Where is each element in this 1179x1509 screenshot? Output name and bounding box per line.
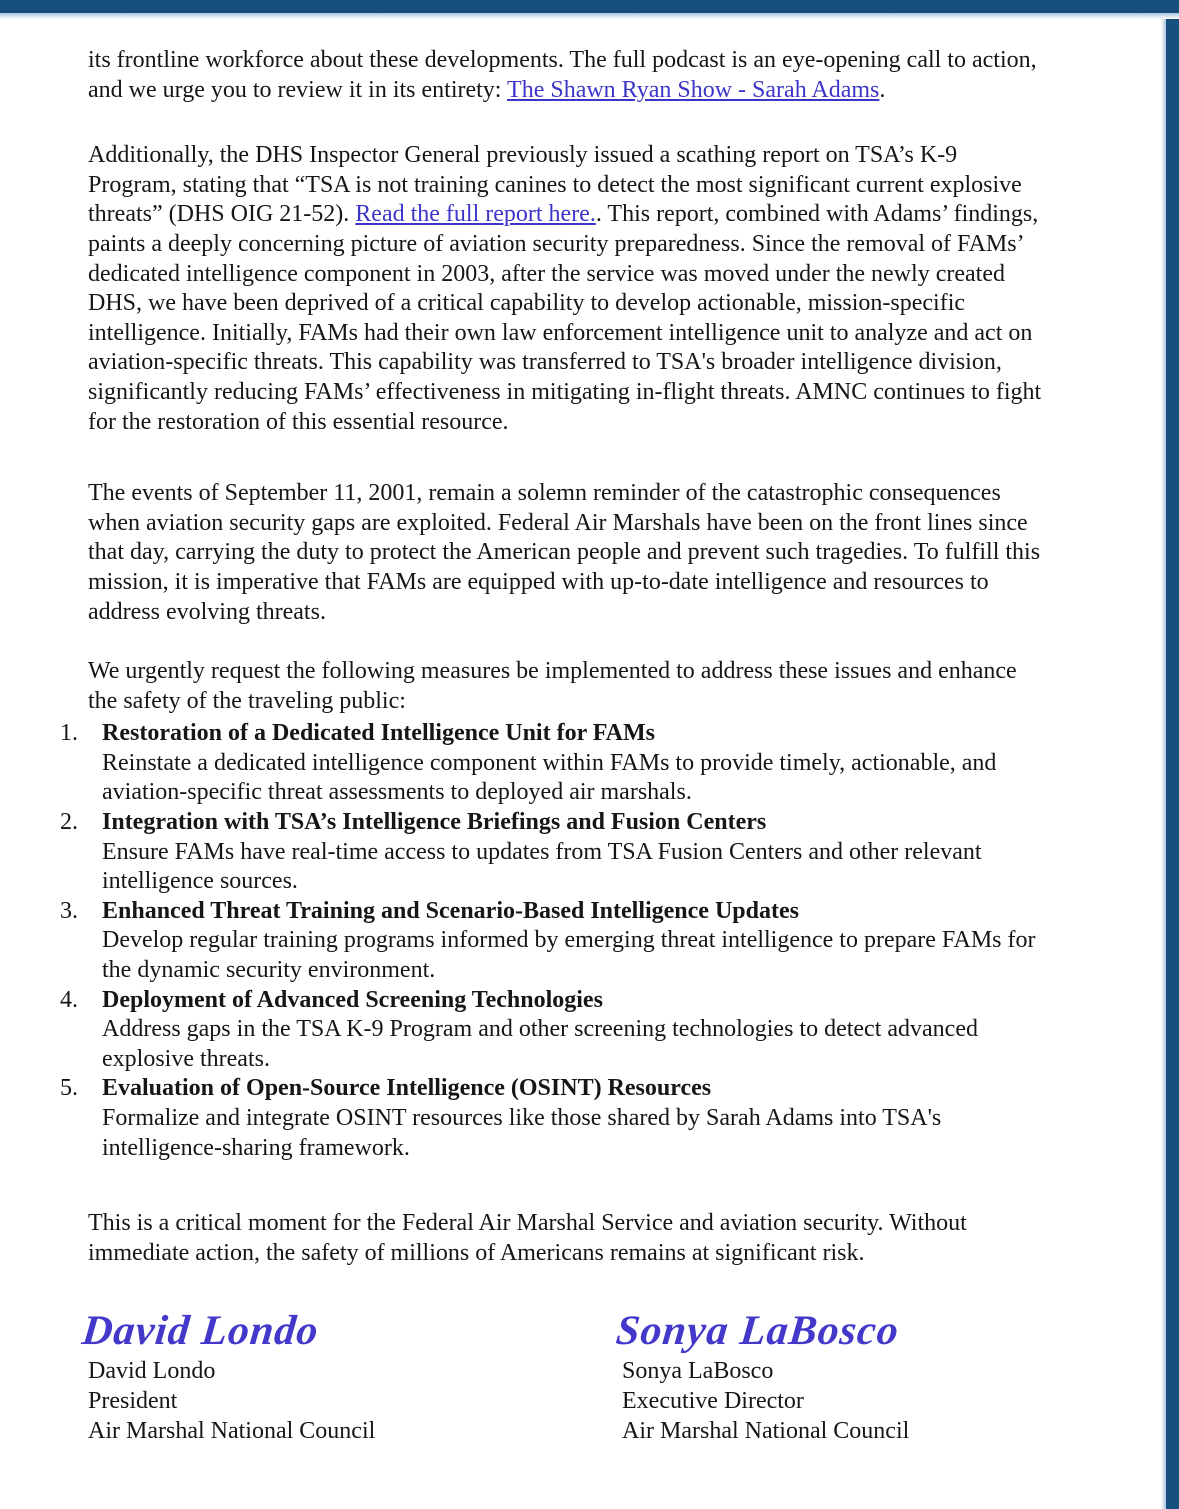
paragraph-podcast	[88, 46, 1050, 105]
list-item-body: Develop regular training programs informed by emerging threat intelligence to prepare FAMs for the dynamic security environment.	[102, 927, 1036, 984]
list-item-heading: Enhanced Threat Training and Scenario-Based Intelligence Updates	[102, 897, 799, 924]
list-item-heading: Evaluation of Open-Source Intelligence (OSINT) Resources	[102, 1075, 712, 1102]
signer-name: Sonya LaBosco	[622, 1358, 774, 1385]
signer-name: David Londo	[88, 1358, 216, 1385]
paragraph-podcast-text-after: .	[879, 76, 886, 103]
list-item-restoration	[60, 719, 1050, 808]
list-item-integration	[60, 808, 1050, 897]
list-item-number: 5.	[60, 1075, 78, 1102]
sonya-labosco-signature: Sonya LaBosco	[614, 1308, 902, 1355]
list-item-number: 2.	[60, 809, 78, 836]
page-right-border	[1166, 0, 1179, 1509]
page-top-border	[0, 0, 1179, 13]
paragraph-dhs-report-text: Additionally, the DHS Inspector General previously issued a scathing report on TSA’s K-9 Program, stating that “TSA is not training canines to detect the most significant current explosive threats” (DHS OIG 21-52).	[88, 142, 1022, 228]
signer-org: Air Marshal National Council	[88, 1418, 376, 1445]
signer-org: Air Marshal National Council	[622, 1418, 910, 1445]
list-item-heading: Restoration of a Dedicated Intelligence Unit for FAMs	[102, 720, 656, 747]
list-item-number: 3.	[60, 897, 78, 924]
signer-title: Executive Director	[622, 1388, 804, 1415]
list-item-body: Ensure FAMs have real-time access to updates from TSA Fusion Centers and other relevant intelligence sources.	[102, 838, 982, 895]
letter-body	[60, 46, 1050, 1446]
paragraph-dhs-report-text-after: . This report, combined with Adams’ findings, paints a deeply concerning picture of aviation security preparedness. Since the removal of FAMs’ dedicated intelligence component in 2003, after the service was moved under the newly created DHS, we have been deprived of a critical capability to develop actionable, mission-specific intelligence. Initially, FAMs had their own law enforcement intelligence unit to analyze and act on aviation-specific threats. This capability was transferred to TSA's broader intelligence division, significantly reducing FAMs’ effectiveness in mitigating in-flight threats. AMNC continues to fight for the restoration of this essential resource.	[88, 201, 1042, 435]
measures-list	[60, 719, 1050, 1163]
list-item-body: Formalize and integrate OSINT resources like those shared by Sarah Adams into TSA's intelligence-sharing framework.	[102, 1105, 942, 1161]
page-top-border-fade	[0, 13, 1179, 19]
list-item-training	[60, 897, 1050, 986]
list-item-heading: Integration with TSA’s Intelligence Briefings and Fusion Centers	[102, 809, 767, 836]
list-item-number: 4.	[60, 986, 78, 1013]
full-report-link[interactable]: Read the full report here.	[355, 201, 596, 228]
signature-block	[80, 1308, 1050, 1446]
paragraph-closing: This is a critical moment for the Federal Air Marshal Service and aviation security. Without immediate action, the safety of millions of Americans remains at significant risk.	[88, 1210, 967, 1266]
list-item-screening	[60, 986, 1050, 1075]
paragraph-dhs-report	[88, 141, 1050, 437]
paragraph-september-11: The events of September 11, 2001, remain a solemn reminder of the catastrophic consequences when aviation security gaps are exploited. Federal Air Marshals have been on the front lines since that day, carrying the duty to protect the American people and prevent such tragedies. To fulfill this mission, it is imperative that FAMs are equipped with up-to-date intelligence and resources to address evolving threats.	[88, 480, 1041, 625]
list-item-number: 1.	[60, 720, 78, 747]
signature-david-londo	[80, 1308, 622, 1446]
list-item-body: Address gaps in the TSA K-9 Program and other screening technologies to detect advanced explosive threats.	[102, 1016, 978, 1072]
list-item-osint	[60, 1074, 1050, 1163]
david-londo-signature: David Londo	[80, 1308, 321, 1355]
list-item-body: Reinstate a dedicated intelligence component within FAMs to provide timely, actionable, and aviation-specific threat assessments to deployed air marshals.	[102, 749, 997, 806]
signature-sonya-labosco	[614, 1308, 910, 1446]
signer-title: President	[88, 1388, 178, 1415]
paragraph-request-intro: We urgently request the following measures be implemented to address these issues and enhance the safety of the traveling public:	[88, 658, 1017, 714]
list-item-heading: Deployment of Advanced Screening Technologies	[102, 986, 603, 1013]
page-right-border-fade	[1161, 0, 1166, 1509]
shawn-ryan-show-link[interactable]: The Shawn Ryan Show - Sarah Adams	[507, 76, 880, 103]
paragraph-podcast-text: its frontline workforce about these developments. The full podcast is an eye-opening call to action, and we urge you to review it in its entirety:	[88, 47, 1037, 103]
